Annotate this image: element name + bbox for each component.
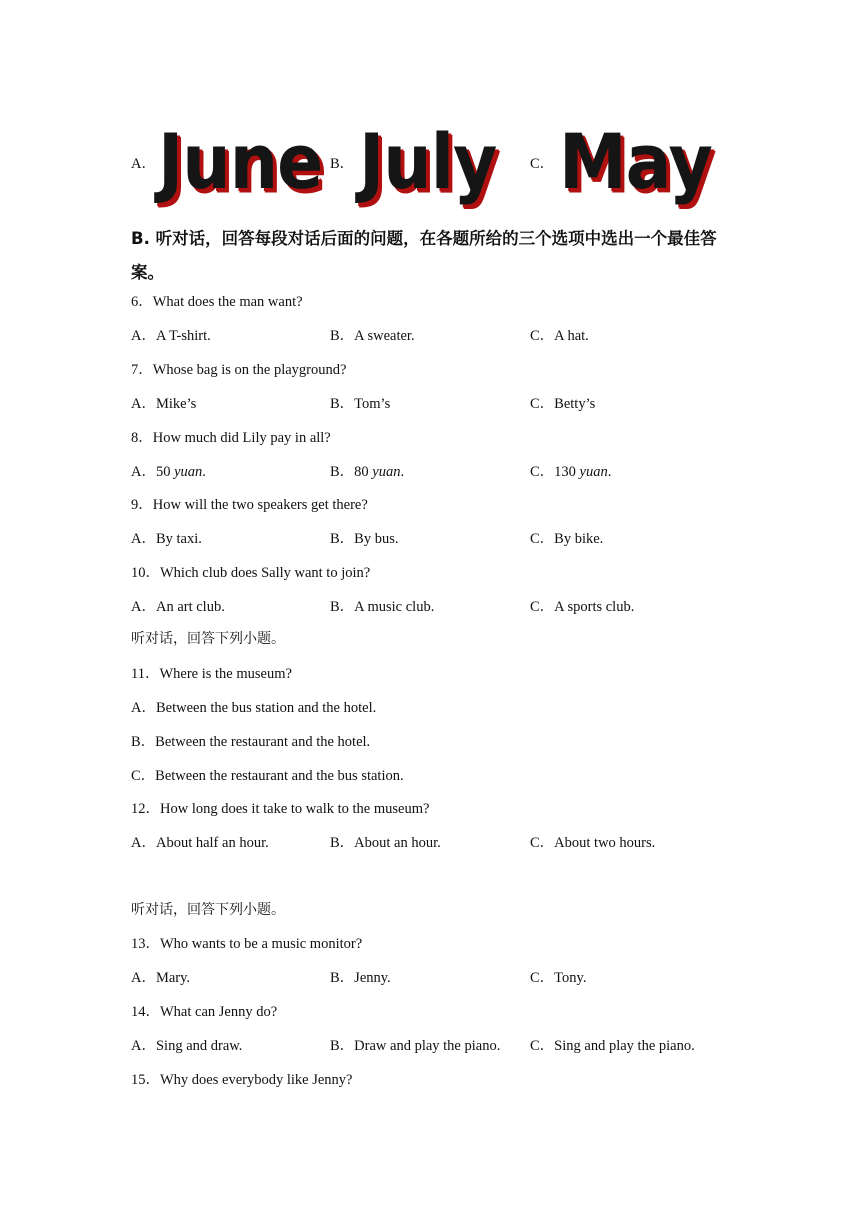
- q11-option-b: B．Between the restaurant and the hotel.: [131, 734, 371, 750]
- q7-option-a: A．Mike’s: [131, 396, 197, 412]
- q13-option-b: B．Jenny.: [330, 970, 391, 986]
- q12-option-a: A．About half an hour.: [131, 835, 269, 851]
- month-options: [131, 115, 731, 210]
- question-9: 9．How will the two speakers get there?: [131, 497, 368, 513]
- q6-option-b: B．A sweater.: [330, 328, 415, 344]
- question-15: 15．Why does everybody like Jenny?: [131, 1072, 353, 1088]
- q13-option-c: C．Tony.: [530, 970, 587, 986]
- q8-option-a-number: A．50: [131, 464, 175, 480]
- q10-option-b: B．A music club.: [330, 599, 435, 615]
- q8-option-b: [330, 462, 404, 482]
- q11-option-a: A．Between the bus station and the hotel.: [131, 700, 377, 716]
- q13-option-a: A．Mary.: [131, 970, 191, 986]
- q9-option-a: A．By taxi.: [131, 531, 202, 547]
- q7-option-c: C．Betty’s: [530, 396, 596, 412]
- q8-option-c-number: C．130: [530, 464, 580, 480]
- question-8: 8．How much did Lily pay in all?: [131, 430, 331, 446]
- q8-option-b-unit: yuan: [372, 464, 401, 480]
- q8-option-a: [131, 462, 206, 482]
- month-image-june: June: [158, 118, 323, 207]
- question-10: 10．Which club does Sally want to join?: [131, 565, 371, 581]
- question-6: 6．What does the man want?: [131, 294, 303, 310]
- question-14: 14．What can Jenny do?: [131, 1004, 278, 1020]
- month-image-may: May: [559, 118, 712, 207]
- q14-option-a: A．Sing and draw.: [131, 1038, 243, 1054]
- q12-option-c: C．About two hours.: [530, 835, 656, 851]
- question-12: 12．How long does it take to walk to the museum?: [131, 801, 430, 817]
- q6-option-a: A．A T-shirt.: [131, 328, 211, 344]
- q9-option-c: C．By bike.: [530, 531, 604, 547]
- question-13: 13．Who wants to be a music monitor?: [131, 936, 363, 952]
- q8-option-a-dot: .: [202, 464, 206, 480]
- q6-option-c: C．A hat.: [530, 328, 589, 344]
- q12-option-b: B．About an hour.: [330, 835, 441, 851]
- q7-option-b: B．Tom’s: [330, 396, 391, 412]
- q9-option-b: B．By bus.: [330, 531, 399, 547]
- q8-option-b-number: B．80: [330, 464, 373, 480]
- q8-option-a-unit: yuan: [174, 464, 203, 480]
- question-7: 7．Whose bag is on the playground?: [131, 362, 347, 378]
- q8-option-c-dot: .: [607, 464, 612, 480]
- group-heading-2: 听对话，回答下列小题。: [131, 902, 285, 918]
- q10-option-c: C．A sports club.: [530, 599, 635, 615]
- q8-option-c: [530, 462, 611, 482]
- q8-option-b-dot: .: [400, 464, 405, 480]
- q14-option-c: C．Sing and play the piano.: [530, 1038, 695, 1054]
- question-11: 11．Where is the museum?: [131, 666, 292, 682]
- q14-option-b: B．Draw and play the piano.: [330, 1038, 501, 1054]
- q10-option-a: A．An art club.: [131, 599, 225, 615]
- option-b-letter: B．: [330, 156, 355, 172]
- group-heading-1: 听对话，回答下列小题。: [131, 631, 285, 647]
- month-image-july: July: [359, 118, 497, 207]
- q8-option-c-unit: yuan: [579, 464, 608, 480]
- section-b-title: B. 听对话，回答每段对话后面的问题，在各题所给的三个选项中选出一个最佳答案。: [131, 229, 717, 282]
- option-a-letter: A．: [131, 156, 156, 172]
- q11-option-c: C．Between the restaurant and the bus station.: [131, 768, 404, 784]
- option-c-letter: C．: [530, 156, 555, 172]
